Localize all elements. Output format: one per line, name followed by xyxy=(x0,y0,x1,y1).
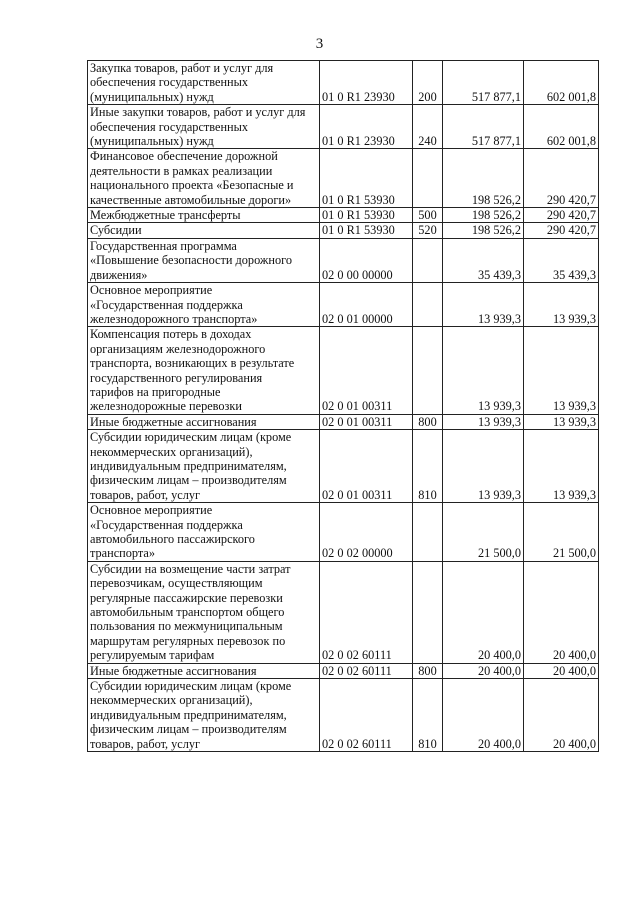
row-name-line: Основное мероприятие xyxy=(90,503,213,518)
row-name-line: организациям железнодорожного xyxy=(90,341,266,356)
row-name-line: (муниципальных) нужд xyxy=(90,89,214,104)
row-name xyxy=(88,561,320,663)
row-sum-year2: 20 400,0 xyxy=(524,561,599,663)
row-sum-year1: 20 400,0 xyxy=(443,679,524,752)
row-name-line: автомобильным транспортом общего xyxy=(90,605,285,620)
table-row xyxy=(88,238,599,282)
table-row xyxy=(88,663,599,678)
table-row xyxy=(88,223,599,238)
row-code: 01 0 R1 23930 xyxy=(320,105,413,149)
row-name-line: государственного регулирования xyxy=(90,370,263,385)
row-expense-type: 500 xyxy=(413,208,443,223)
row-name-line: индивидуальным предпринимателям, xyxy=(90,458,287,473)
row-name-line: Государственная программа xyxy=(90,238,237,253)
row-code: 01 0 R1 53930 xyxy=(320,149,413,208)
row-code: 01 0 R1 53930 xyxy=(320,208,413,223)
row-code: 02 0 01 00000 xyxy=(320,283,413,327)
row-name-line: Иные закупки товаров, работ и услуг для xyxy=(90,105,306,120)
row-name-line: некоммерческих организаций), xyxy=(90,693,253,708)
row-name-line: регулярные пассажирские перевозки xyxy=(90,590,283,605)
row-name xyxy=(88,223,320,238)
row-name-line: регулируемым тарифам xyxy=(90,648,215,663)
table-row xyxy=(88,414,599,429)
row-code: 02 0 02 60111 xyxy=(320,663,413,678)
row-name-line: товаров, работ, услуг xyxy=(90,487,201,502)
row-code: 02 0 01 00311 xyxy=(320,430,413,503)
row-sum-year1: 517 877,1 xyxy=(443,105,524,149)
row-sum-year2: 602 001,8 xyxy=(524,61,599,105)
row-name-line: Субсидии юридическим лицам (кроме xyxy=(90,430,292,445)
row-name xyxy=(88,503,320,562)
row-sum-year1: 13 939,3 xyxy=(443,430,524,503)
row-name-line: товаров, работ, услуг xyxy=(90,736,201,751)
row-sum-year2: 20 400,0 xyxy=(524,679,599,752)
table-row xyxy=(88,327,599,414)
row-expense-type xyxy=(413,561,443,663)
row-name-line: «Государственная поддержка xyxy=(90,297,243,312)
row-name-line: (муниципальных) нужд xyxy=(90,134,214,149)
row-name xyxy=(88,663,320,678)
table-row xyxy=(88,208,599,223)
row-sum-year1: 198 526,2 xyxy=(443,149,524,208)
row-name-line: «Повышение безопасности дорожного xyxy=(90,253,293,268)
row-name-line: Основное мероприятие xyxy=(90,283,213,298)
row-name-line: Закупка товаров, работ и услуг для xyxy=(90,61,274,75)
row-name xyxy=(88,61,320,105)
row-name-line: тарифов на пригородные xyxy=(90,384,221,399)
row-name-line: физическим лицам – производителям xyxy=(90,722,287,737)
row-sum-year1: 20 400,0 xyxy=(443,663,524,678)
row-name-line: Межбюджетные трансферты xyxy=(90,208,241,223)
row-expense-type: 240 xyxy=(413,105,443,149)
row-name xyxy=(88,414,320,429)
row-name-line: национального проекта «Безопасные и xyxy=(90,178,294,193)
row-sum-year2: 35 439,3 xyxy=(524,238,599,282)
table-row xyxy=(88,503,599,562)
table-row xyxy=(88,430,599,503)
row-name xyxy=(88,149,320,208)
row-name-line: Компенсация потерь в доходах xyxy=(90,327,252,342)
row-sum-year2: 13 939,3 xyxy=(524,430,599,503)
row-name-line: Иные бюджетные ассигнования xyxy=(90,414,257,429)
row-sum-year1: 21 500,0 xyxy=(443,503,524,562)
row-sum-year1: 13 939,3 xyxy=(443,414,524,429)
row-sum-year1: 20 400,0 xyxy=(443,561,524,663)
row-expense-type: 810 xyxy=(413,430,443,503)
row-expense-type: 800 xyxy=(413,414,443,429)
table-row xyxy=(88,561,599,663)
table-row xyxy=(88,149,599,208)
row-code: 01 0 R1 23930 xyxy=(320,61,413,105)
row-name-line: железнодорожные перевозки xyxy=(90,399,242,414)
row-name xyxy=(88,238,320,282)
row-expense-type xyxy=(413,238,443,282)
row-name-line: некоммерческих организаций), xyxy=(90,444,253,459)
row-name xyxy=(88,283,320,327)
row-expense-type: 200 xyxy=(413,61,443,105)
row-sum-year2: 602 001,8 xyxy=(524,105,599,149)
budget-table-body xyxy=(88,61,599,752)
table-row xyxy=(88,283,599,327)
row-sum-year2: 21 500,0 xyxy=(524,503,599,562)
page-number: 3 xyxy=(315,36,324,52)
row-name-line: «Государственная поддержка xyxy=(90,517,243,532)
row-code: 02 0 00 00000 xyxy=(320,238,413,282)
row-sum-year2: 290 420,7 xyxy=(524,208,599,223)
row-name-line: Субсидии на возмещение части затрат xyxy=(90,561,291,576)
row-name-line: деятельности в рамках реализации xyxy=(90,163,273,178)
row-sum-year2: 20 400,0 xyxy=(524,663,599,678)
row-name-line: перевозчикам, осуществляющим xyxy=(90,576,263,591)
row-name xyxy=(88,327,320,414)
row-name-line: обеспечения государственных xyxy=(90,75,249,90)
row-code: 02 0 01 00311 xyxy=(320,414,413,429)
row-name-line: пользования по межмуниципальным xyxy=(90,619,283,634)
row-expense-type xyxy=(413,327,443,414)
budget-table xyxy=(87,60,599,752)
row-expense-type xyxy=(413,149,443,208)
row-code: 02 0 02 60111 xyxy=(320,561,413,663)
row-name xyxy=(88,679,320,752)
row-sum-year2: 13 939,3 xyxy=(524,327,599,414)
row-sum-year2: 13 939,3 xyxy=(524,283,599,327)
row-name-line: обеспечения государственных xyxy=(90,119,249,134)
row-code: 01 0 R1 53930 xyxy=(320,223,413,238)
row-expense-type xyxy=(413,503,443,562)
row-sum-year1: 198 526,2 xyxy=(443,208,524,223)
row-sum-year1: 13 939,3 xyxy=(443,283,524,327)
row-code: 02 0 01 00311 xyxy=(320,327,413,414)
row-name-line: маршрутам регулярных перевозок по xyxy=(90,633,286,648)
row-sum-year1: 517 877,1 xyxy=(443,61,524,105)
row-sum-year1: 35 439,3 xyxy=(443,238,524,282)
row-expense-type: 800 xyxy=(413,663,443,678)
row-sum-year1: 198 526,2 xyxy=(443,223,524,238)
table-row xyxy=(88,105,599,149)
row-expense-type xyxy=(413,283,443,327)
row-name xyxy=(88,208,320,223)
row-code: 02 0 02 60111 xyxy=(320,679,413,752)
row-sum-year2: 290 420,7 xyxy=(524,149,599,208)
row-name xyxy=(88,105,320,149)
row-name-line: качественные автомобильные дороги» xyxy=(90,192,292,207)
row-name-line: железнодорожного транспорта» xyxy=(90,311,258,326)
row-name-line: движения» xyxy=(90,267,148,282)
row-name-line: Субсидии xyxy=(90,223,142,238)
row-name-line: физическим лицам – производителям xyxy=(90,473,287,488)
row-sum-year2: 13 939,3 xyxy=(524,414,599,429)
row-code: 02 0 02 00000 xyxy=(320,503,413,562)
table-row xyxy=(88,679,599,752)
row-expense-type: 520 xyxy=(413,223,443,238)
row-name-line: Иные бюджетные ассигнования xyxy=(90,663,257,678)
table-row xyxy=(88,61,599,105)
row-name-line: индивидуальным предпринимателям, xyxy=(90,707,287,722)
row-name-line: транспорта, возникающих в результате xyxy=(90,356,295,371)
row-name-line: автомобильного пассажирского xyxy=(90,532,255,546)
row-sum-year1: 13 939,3 xyxy=(443,327,524,414)
row-name-line: Субсидии юридическим лицам (кроме xyxy=(90,679,292,694)
row-name xyxy=(88,430,320,503)
row-name-line: транспорта» xyxy=(90,546,156,561)
row-sum-year2: 290 420,7 xyxy=(524,223,599,238)
row-name-line: Финансовое обеспечение дорожной xyxy=(90,149,278,164)
row-expense-type: 810 xyxy=(413,679,443,752)
